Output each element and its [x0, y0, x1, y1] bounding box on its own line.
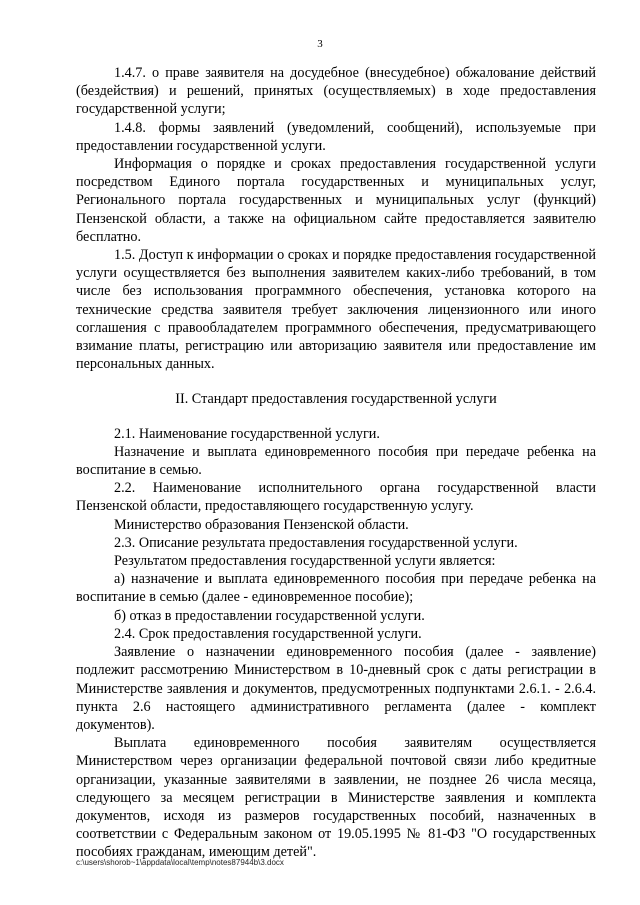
paragraph-2-1: 2.1. Наименование государственной услуги. [114, 425, 380, 442]
paragraph-ministry: Министерство образования Пензенской области. [114, 516, 409, 533]
paragraph-1-5: 1.5. Доступ к информации о сроках и порядке предоставления государственной услуги осуществляется без выполнения заявителем каких-либо требований, в том числе без использования программного обеспечения, установка которого на технические средства заявителя требует заключения лицензионного или иного соглашения с правообладателем программного обеспечения, предусматривающего взимание платы, регистрацию или авторизацию заявителя или предоставление им персональных данных. [76, 247, 596, 373]
paragraph-result-intro: Результатом предоставления государственной услуги является: [114, 553, 496, 570]
paragraph-application-review: Заявление о назначении единовременного пособия (далее - заявление) подлежит рассмотрению Министерством в 10-дневный срок с даты регистрации в Министерстве заявления и документов, предусмотренных подпунктами 2.6.1. - 2.6.4. пункта 2.6 настоящего административного регламента (далее - комплект документов). [76, 644, 596, 733]
paragraph-info-portal: Информация о порядке и сроках предоставления государственной услуги посредством Единого портала государственных и муниципальных услуг, Регионального портала государственных и муниципальных услуг (функций) Пензенской области, а также на официальном сайте предоставляется заявителю бесплатно. [76, 156, 596, 245]
paragraph-2-3: 2.3. Описание результата предоставления государственной услуги. [114, 534, 518, 551]
section-heading: II. Стандарт предоставления государственной услуги [175, 391, 497, 408]
paragraph-payment: Выплата единовременного пособия заявителям осуществляется Министерством через организации федеральной почтовой связи либо кредитные организации, указанные заявителями в заявлении, не позднее 26 числа месяца, следующего за месяцем регистрации в Министерстве заявления и комплекта документов, исходя из размеров государственных пособий, назначенных в соответствии с Федеральным законом от 19.05.1995 № 81-ФЗ "О государственных пособиях гражданам, имеющим детей". [76, 735, 596, 861]
paragraph-result-b: б) отказ в предоставлении государственной услуги. [114, 607, 425, 624]
paragraph-service-name: Назначение и выплата единовременного пособия при передаче ребенка на воспитание в семью. [76, 443, 596, 479]
document-body [76, 64, 596, 862]
paragraph-result-a: а) назначение и выплата единовременного пособия при передаче ребенка на воспитание в семью (далее - единовременное пособие); [76, 571, 596, 606]
page-number: 3 [317, 38, 323, 50]
paragraph-1-4-7: 1.4.7. о праве заявителя на досудебное (внесудебное) обжалование действий (бездействия) и решений, принятых (осуществляемых) в ходе предоставления государственной услуги; [76, 65, 596, 118]
paragraph-2-2: 2.2. Наименование исполнительного органа государственной власти Пензенской области, предоставляющего государственную услугу. [76, 480, 596, 515]
paragraph-2-4: 2.4. Срок предоставления государственной услуги. [114, 625, 422, 642]
file-path-footer: c:\users\shorob~1\appdata\local\temp\notes87944b\3.docx [76, 858, 284, 867]
paragraph-1-4-8: 1.4.8. формы заявлений (уведомлений, сообщений), используемые при предоставлении государственной услуги. [76, 119, 596, 154]
